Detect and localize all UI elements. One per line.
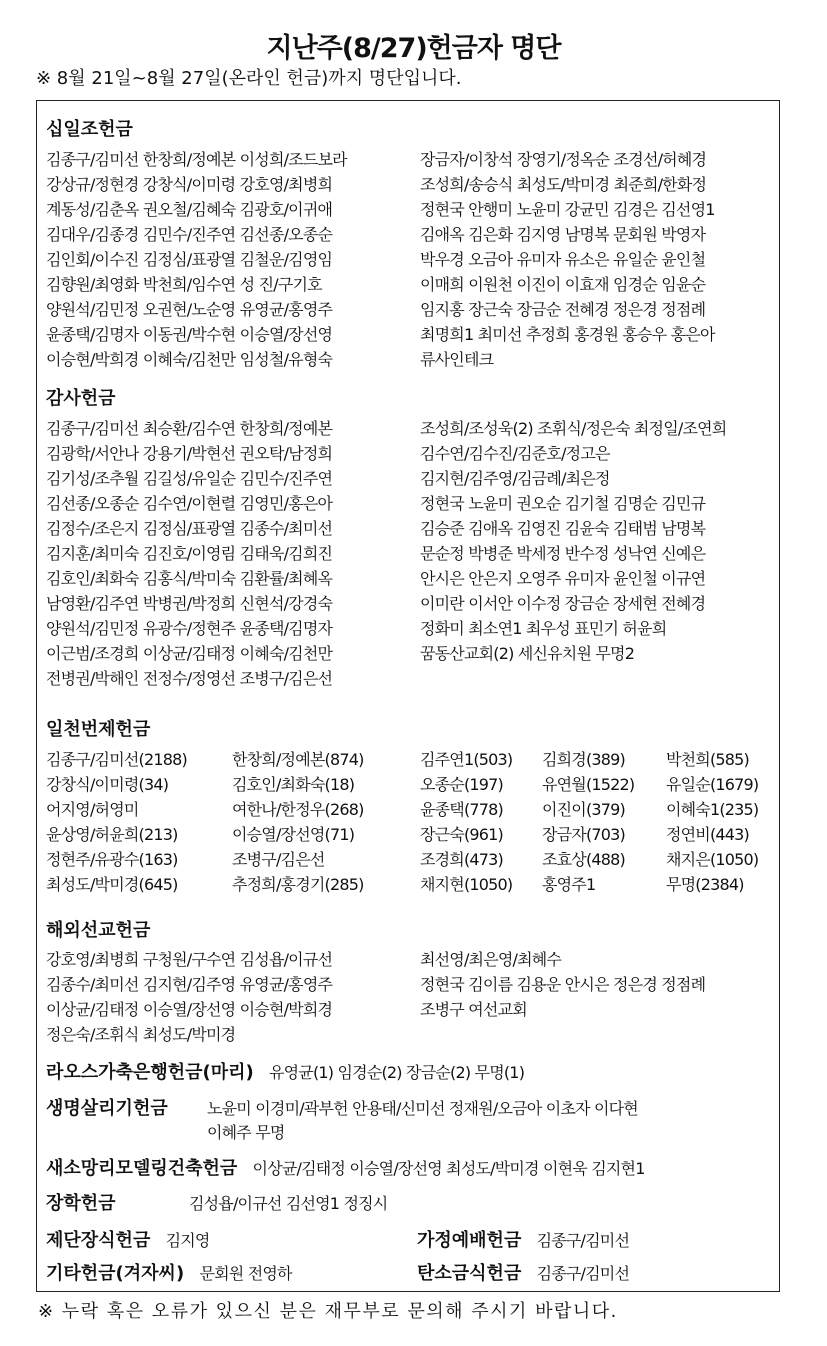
scholarship-values: [189, 1192, 387, 1216]
firstfruits-row: [46, 822, 776, 848]
missions-names: 정현국 김이름 김용운 안시은 정은경 정점례: [420, 975, 706, 994]
other-offering: [46, 1262, 292, 1286]
firstfruits-row: [46, 847, 776, 873]
missions-names: 최선영/최은영/최혜수: [420, 950, 562, 969]
scholarship-value: 김성욥/이규선 김선영1 정징시: [189, 1194, 388, 1213]
firstfruits-names: 조효상(488): [542, 850, 625, 869]
life-label: 생명살리기헌금: [46, 1098, 168, 1119]
page-title: 지난주(8/27)헌금자 명단: [266, 33, 561, 64]
thanksgiving-title: 감사헌금: [46, 388, 116, 409]
thanksgiving-names: 김지현/김주영/김금례/최은정: [420, 469, 610, 488]
laos-offering: [46, 1061, 524, 1085]
other-label: 기타헌금(겨자씨): [46, 1263, 185, 1284]
tithe-row: [46, 297, 776, 323]
missions-names: 김종수/최미선 김지현/김주영 유영균/홍영주: [46, 975, 333, 994]
tithe-names: 양원석/김민정 오권현/노순영 유영균/홍영주: [46, 300, 333, 319]
firstfruits-names: 장근숙(961): [420, 825, 503, 844]
thanksgiving-names: 안시은 안은지 오영주 유미자 윤인철 이규연: [420, 569, 706, 588]
thanksgiving-names: 문순정 박병준 박세정 반수정 성낙연 신예은: [420, 544, 706, 563]
tithe-names: 최명희1 최미선 추정희 홍경원 홍승우 홍은아: [420, 325, 715, 344]
firstfruits-names: 유일순(1679): [666, 775, 759, 794]
tithe-names: 이매희 이원천 이진이 이효재 임경순 임윤순: [420, 275, 706, 294]
thanksgiving-names: 전병권/박해인 전정수/정영선 조병구/김은선: [46, 669, 333, 688]
firstfruits-names: 채지현(1050): [420, 875, 513, 894]
firstfruits-names: 윤종택(778): [420, 800, 503, 819]
firstfruits-row: [46, 797, 776, 823]
tithe-row: [46, 322, 776, 348]
tithe-row: [46, 147, 776, 173]
tithe-title: 십일조헌금: [46, 119, 133, 140]
firstfruits-names: 오종순(197): [420, 775, 503, 794]
carbon-label: 탄소금식헌금: [417, 1263, 522, 1284]
thanksgiving-row: [46, 541, 776, 567]
tithe-names: 계동성/김춘옥 권오철/김혜숙 김광호/이귀애: [46, 200, 333, 219]
thanksgiving-names: 정화미 최소연1 최우성 표민기 허윤희: [420, 619, 667, 638]
firstfruits-names: 강창식/이미령(34): [46, 775, 169, 794]
life-values: [207, 1097, 638, 1145]
laos-label: 라오스가축은행헌금(마리): [46, 1062, 254, 1083]
firstfruits-row: [46, 872, 776, 898]
life-value-line2: 이혜주 무명: [207, 1123, 285, 1142]
thanksgiving-names: 정현국 노윤미 권오순 김기철 김명순 김민규: [420, 494, 706, 513]
family-value: 김종구/김미선: [536, 1231, 630, 1250]
tithe-names: 강상규/정현경 강창식/이미령 강호영/최병희: [46, 175, 333, 194]
missions-row: [46, 997, 776, 1023]
tithe-names: 정현국 안행미 노윤미 강균민 김경은 김선영1: [420, 200, 715, 219]
thanksgiving-names: 이근범/조경희 이상균/김태정 이혜숙/김천만: [46, 644, 333, 663]
thanksgiving-names: 김지훈/최미숙 김진호/이영림 김태욱/김희진: [46, 544, 333, 563]
firstfruits-names: 유연월(1522): [542, 775, 635, 794]
tithe-names: 이승현/박희경 이혜숙/김천만 임성철/유형숙: [46, 350, 333, 369]
thanksgiving-names: 김호인/최화숙 김홍식/박미숙 김환률/최혜옥: [46, 569, 333, 588]
altar-value: 김지영: [165, 1231, 210, 1250]
thanksgiving-names: 김광학/서안나 강용기/박현선 권오탁/남정희: [46, 444, 333, 463]
firstfruits-names: 김희경(389): [542, 750, 625, 769]
thanksgiving-row: [46, 666, 776, 692]
tithe-row: [46, 172, 776, 198]
tithe-names: 김대우/김종경 김민수/진주연 김선종/오종순: [46, 225, 333, 244]
firstfruits-names: 정연비(443): [666, 825, 749, 844]
thanksgiving-names: 김승준 김애옥 김영진 김윤숙 김태범 남명복: [420, 519, 706, 538]
tithe-row: [46, 197, 776, 223]
thanksgiving-names: 이미란 이서안 이수정 장금순 장세현 전혜경: [420, 594, 706, 613]
firstfruits-names: 무명(2384): [666, 875, 744, 894]
thanksgiving-row: [46, 416, 776, 442]
tithe-names: 김애옥 김은화 김지영 남명복 문회원 박영자: [420, 225, 706, 244]
tithe-names: 조성희/송승식 최성도/박미경 최준희/한화정: [420, 175, 707, 194]
thanksgiving-names: 김정수/조은지 김정심/표광열 김종수/최미선: [46, 519, 333, 538]
thanksgiving-row: [46, 616, 776, 642]
thanksgiving-names: 조성희/조성욱(2) 조휘식/정은숙 최정일/조연희: [420, 419, 727, 438]
firstfruits-row: [46, 772, 776, 798]
firstfruits-names: 여한나/한정우(268): [232, 800, 364, 819]
firstfruits-title: 일천번제헌금: [46, 719, 151, 740]
building-offering: [46, 1157, 645, 1181]
firstfruits-names: 추정희/홍경기(285): [232, 875, 364, 894]
firstfruits-names: 김주연1(503): [420, 750, 513, 769]
tithe-names: 김인회/이수진 김정심/표광열 김철운/김영임: [46, 250, 333, 269]
thanksgiving-names: 김수연/김수진/김준호/정고은: [420, 444, 610, 463]
firstfruits-row: [46, 747, 776, 773]
missions-names: 강호영/최병희 구청원/구수연 김성욥/이규선: [46, 950, 333, 969]
tithe-names: 김종구/김미선 한창희/정예본 이성희/조드보라: [46, 150, 347, 169]
thanksgiving-names: 김선종/오종순 김수연/이현렬 김영민/홍은아: [46, 494, 333, 513]
thanksgiving-row: [46, 566, 776, 592]
family-offering: [417, 1229, 629, 1253]
firstfruits-names: 이혜숙1(235): [666, 800, 759, 819]
thanksgiving-names: 남영환/김주연 박병권/박정희 신현석/강경숙: [46, 594, 333, 613]
laos-value: 유영균(1) 임경순(2) 장금순(2) 무명(1): [269, 1063, 525, 1082]
other-value: 문회원 전영하: [199, 1264, 292, 1283]
scholarship-offering: [46, 1192, 116, 1216]
thanksgiving-names: 꿈동산교회(2) 세신유치원 무명2: [420, 644, 635, 663]
tithe-row: [46, 347, 776, 373]
firstfruits-names: 조경희(473): [420, 850, 503, 869]
thanksgiving-row: [46, 441, 776, 467]
firstfruits-names: 정현주/유광수(163): [46, 850, 178, 869]
firstfruits-names: 조병구/김은선: [232, 850, 325, 869]
date-range-note: ※ 8월 21일~8월 27일(온라인 헌금)까지 명단입니다.: [36, 68, 462, 89]
firstfruits-names: 어지영/허영미: [46, 800, 139, 819]
thanksgiving-names: 양원석/김민정 유광수/정현주 윤종택/김명자: [46, 619, 333, 638]
missions-title: 해외선교헌금: [46, 920, 151, 941]
missions-names: 정은숙/조휘식 최성도/박미경: [46, 1025, 236, 1044]
missions-row: [46, 1022, 776, 1048]
tithe-names: 장금자/이창석 장영기/정옥순 조경선/허혜경: [420, 150, 707, 169]
firstfruits-names: 홍영주1: [542, 875, 596, 894]
tithe-names: 임지홍 장근숙 장금순 전혜경 정은경 정점례: [420, 300, 706, 319]
scholarship-label: 장학헌금: [46, 1193, 116, 1214]
firstfruits-names: 한창희/정예본(874): [232, 750, 364, 769]
missions-row: [46, 947, 776, 973]
firstfruits-names: 채지은(1050): [666, 850, 759, 869]
firstfruits-names: 김종구/김미선(2188): [46, 750, 187, 769]
tithe-names: 윤종택/김명자 이동권/박수현 이승열/장선영: [46, 325, 333, 344]
altar-offering: [46, 1229, 210, 1253]
tithe-row: [46, 247, 776, 273]
life-value-line1: 노윤미 이경미/곽부헌 안용태/신미선 정재원/오금아 이초자 이다현: [207, 1099, 638, 1118]
thanksgiving-row: [46, 516, 776, 542]
missions-row: [46, 972, 776, 998]
missions-names: 이상균/김태정 이승열/장선영 이승현/박희경: [46, 1000, 333, 1019]
tithe-names: 류사인테크: [420, 350, 494, 369]
firstfruits-names: 장금자(703): [542, 825, 625, 844]
altar-label: 제단장식헌금: [46, 1230, 151, 1251]
tithe-row: [46, 272, 776, 298]
firstfruits-names: 이승열/장선영(71): [232, 825, 355, 844]
thanksgiving-row: [46, 641, 776, 667]
firstfruits-names: 윤상영/허윤희(213): [46, 825, 178, 844]
thanksgiving-names: 김종구/김미선 최승환/김수연 한창희/정예본: [46, 419, 333, 438]
firstfruits-names: 최성도/박미경(645): [46, 875, 178, 894]
tithe-row: [46, 222, 776, 248]
tithe-names: 김향원/최영화 박천희/임수연 성 진/구기호: [46, 275, 322, 294]
thanksgiving-names: 김기성/조추월 김길성/유일순 김민수/진주연: [46, 469, 333, 488]
thanksgiving-row: [46, 491, 776, 517]
missions-names: 조병구 여선교회: [420, 1000, 527, 1019]
family-label: 가정예배헌금: [417, 1230, 522, 1251]
tithe-names: 박우경 오금아 유미자 유소은 유일순 윤인철: [420, 250, 706, 269]
donor-list-box: [36, 100, 780, 1292]
building-value: 이상균/김태정 이승열/장선영 최성도/박미경 이현욱 김지현1: [252, 1159, 645, 1178]
footer-note: ※ 누락 혹은 오류가 있으신 분은 재무부로 문의해 주시기 바랍니다.: [38, 1301, 618, 1322]
life-offering: [46, 1097, 168, 1121]
carbon-offering: [417, 1262, 629, 1286]
firstfruits-names: 이진이(379): [542, 800, 625, 819]
thanksgiving-row: [46, 466, 776, 492]
firstfruits-names: 박천희(585): [666, 750, 749, 769]
thanksgiving-row: [46, 591, 776, 617]
firstfruits-names: 김호인/최화숙(18): [232, 775, 355, 794]
building-label: 새소망리모델링건축헌금: [46, 1158, 238, 1179]
carbon-value: 김종구/김미선: [536, 1264, 630, 1283]
